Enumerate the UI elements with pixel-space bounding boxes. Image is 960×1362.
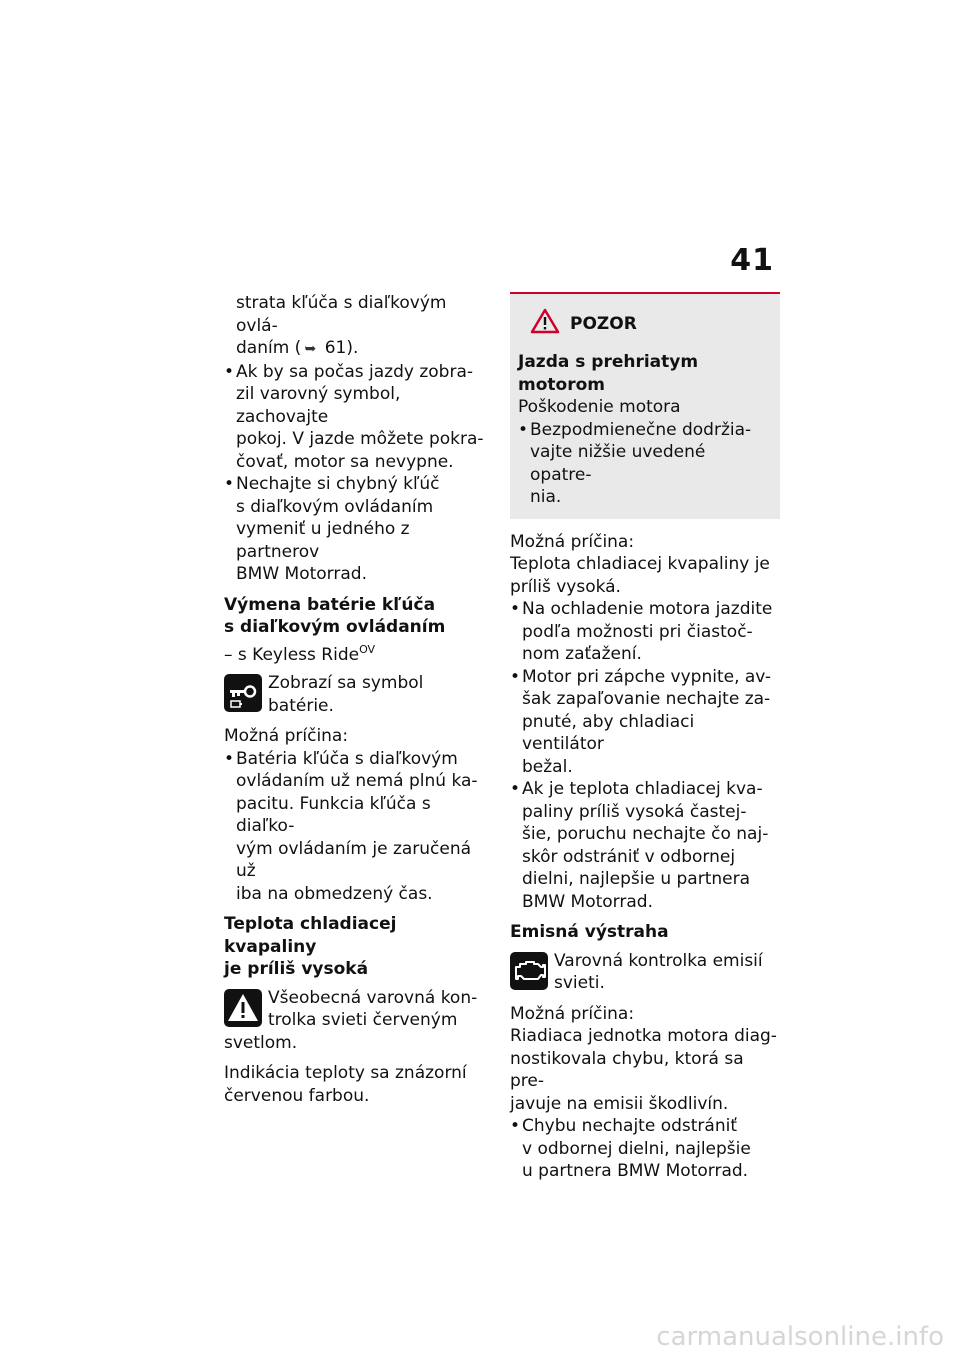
emission-indicator-row [510,950,780,995]
warning-title-row [530,308,772,339]
text-line: zil varovný symbol, zachovajte [236,384,401,427]
temp-indicator-row [224,987,492,1055]
temp-indicator-text-3: svetlom. [224,1032,298,1053]
emission-indicator-text-1: Varovná kontrolka emisií [554,950,763,971]
text-line: s diaľkovým ovládaním [236,496,434,517]
text-line: nom zaťažení. [522,644,642,664]
section-heading-battery-2: s diaľkovým ovládaním [224,617,446,637]
text-line: BMW Motorrad. [522,891,653,912]
text-line: nostikovala chybu, ktorá sa pre- [510,1048,744,1091]
option-text: – s Keyless Ride [224,644,360,665]
list-item: • Motor pri zápche vypnite, av- [510,666,780,689]
warning-triangle-icon [224,989,262,1027]
option-note [224,639,492,667]
text-line: pnuté, aby chladiaci ventilátor [522,711,695,754]
warning-box [510,292,780,519]
text-line: nia. [530,487,562,507]
warning-heading: Jazda s prehriatym motorom [518,352,699,395]
list-item: • Ak by sa počas jazdy zobra- [224,361,492,384]
key-battery-icon [224,674,262,712]
text-line: javuje na emisii škodlivín. [510,1093,729,1114]
list-item: • Nechajte si chybný kľúč [224,473,492,496]
footer-watermark: carmanualsonline.info [656,1322,944,1352]
cause-label: Možná príčina: [224,726,349,746]
text-line: dielni, najlepšie u partnera [522,869,751,889]
text-line: Riadiaca jednotka motora diag- [510,1026,777,1046]
text-line: Teplota chladiacej kvapaliny je [510,554,770,574]
battery-indicator-row [224,672,492,717]
text-line: čovať, motor sa nevypne. [236,451,454,472]
cause-label: Možná príčina: [510,531,635,552]
temp-indicator-text-1: Všeobecná varovná kon- [268,987,478,1008]
text-line: BMW Motorrad. [236,564,367,584]
left-column [224,292,492,1107]
warning-triangle-icon [530,308,560,339]
temp-indicator-text-2: trolka svieti červeným [268,1010,458,1030]
text-line: príliš vysoká. [510,576,621,597]
page-number: 41 [730,243,774,278]
right-column [510,292,780,1183]
section-heading-temp: Teplota chladiacej kvapaliny [224,914,397,957]
list-item: • Bezpodmienečne dodržia- [518,419,772,442]
text-line: podľa možnosti pri čiastoč- [522,621,753,642]
warning-subheading: Poškodenie motora [518,397,681,417]
list-item: • Chybu nechajte odstrániť [510,1115,780,1138]
text-line: vým ovládaním je zaručená už [236,838,472,881]
engine-icon [510,952,548,990]
text-line: u partnera BMW Motorrad. [522,1161,749,1181]
text-fragment: daním ( [236,338,302,358]
text-line: skôr odstrániť v odbornej [522,846,736,867]
section-heading-battery: Výmena batérie kľúča [224,594,436,615]
text-line: šie, poruchu nechajte čo naj- [522,824,769,844]
option-code: OV [359,642,376,656]
text-line: vymeniť u jedného z partnerov [236,519,410,562]
text-line [224,337,492,361]
battery-indicator-text: Zobrazí sa symbol batérie. [268,673,424,716]
text-line: pacitu. Funkcia kľúča s diaľko- [236,793,431,836]
temp-note-1: Indikácia teploty sa znázorní [224,1063,467,1083]
text-line: iba na obmedzený čas. [236,883,433,904]
text-line: v odbornej dielni, najlepšie [522,1138,751,1159]
list-item: • Ak je teplota chladiacej kva- [510,778,780,801]
text-line: strata kľúča s diaľkovým ovlá- [236,293,447,336]
text-line: šak zapaľovanie nechajte za- [522,689,771,709]
cause-label: Možná príčina: [510,1003,635,1024]
list-item: • Na ochladenie motora jazdite [510,598,780,621]
emission-indicator-text-2: svieti. [554,973,605,993]
section-heading-temp-2: je príliš vysoká [224,959,369,979]
text-line: ovládaním už nemá plnú ka- [236,771,478,791]
text-line: paliny príliš vysoká častej- [522,801,747,822]
page-reference[interactable]: 61). [324,338,359,358]
section-heading-emission: Emisná výstraha [510,922,669,942]
arrow-icon[interactable]: ➥ [304,341,317,357]
list-item: • Batéria kľúča s diaľkovým [224,748,492,771]
temp-note-2: červenou farbou. [224,1085,370,1106]
text-line: vajte nižšie uvedené opatre- [530,442,706,485]
text-line: pokoj. V jazde môžete pokra- [236,429,484,449]
warning-title: POZOR [570,313,637,334]
text-line: bežal. [522,756,573,777]
